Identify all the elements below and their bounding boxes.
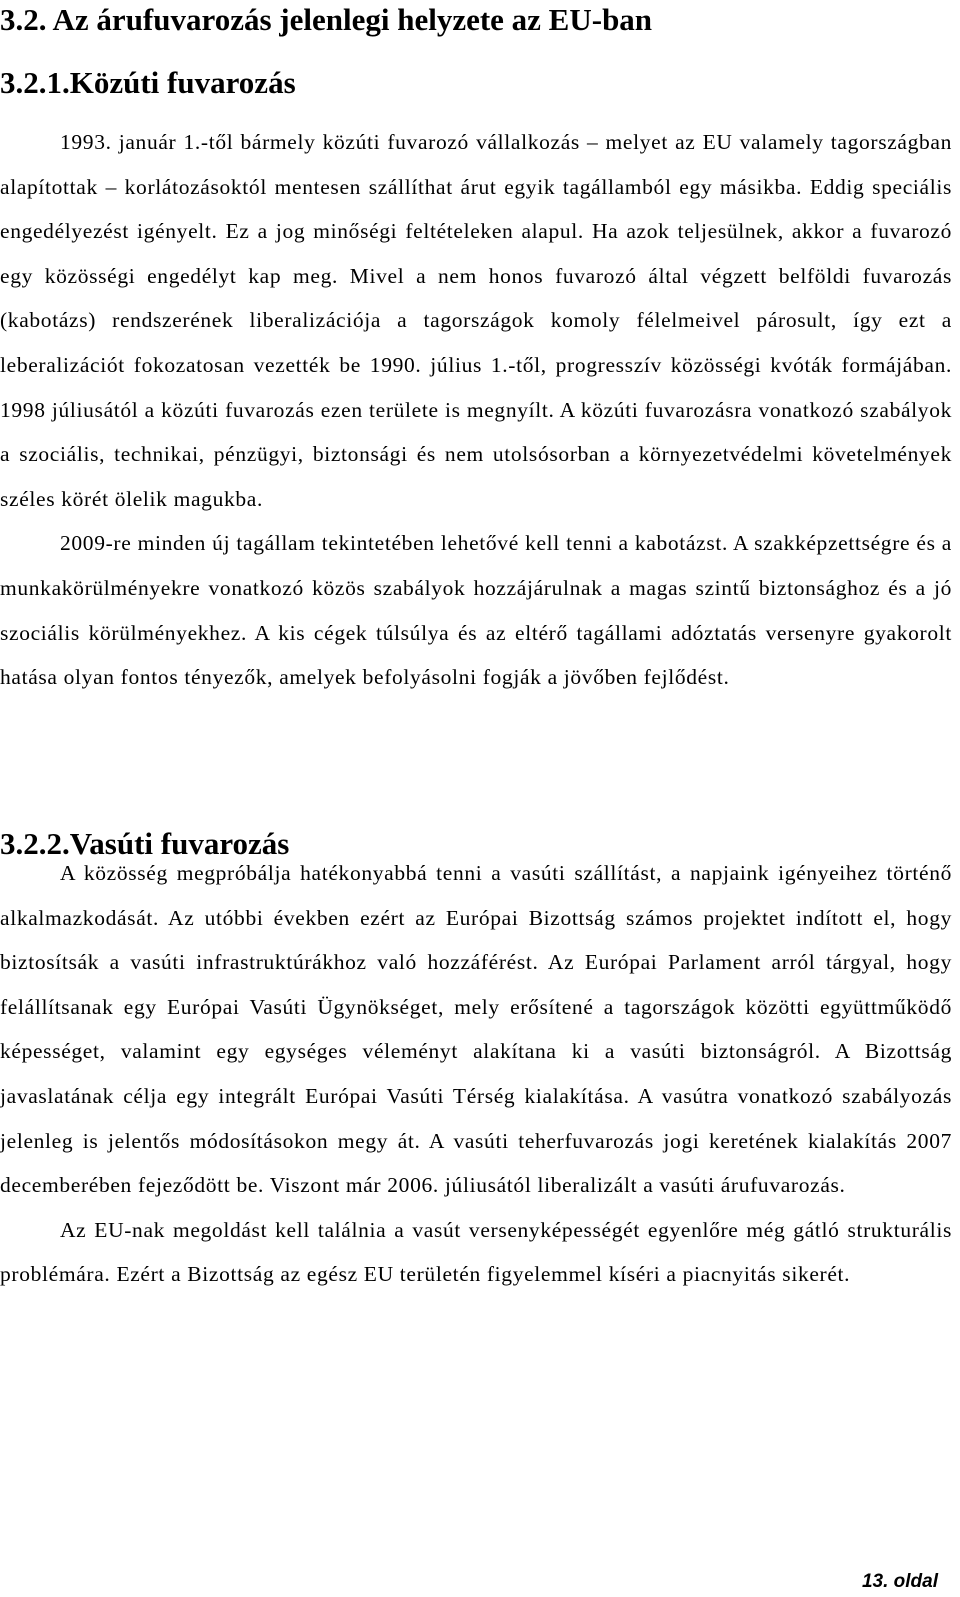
- page-number: 13. oldal: [861, 1571, 938, 1592]
- rail-paragraph-1: A közösség megpróbálja hatékonyabbá tenni a vasúti szállítást, a napjaink igényeihez történő alkalmazkodását. Az utóbbi években ezért az Európai Bizottság számos projektet indított el, hogy biztosítsák a vasúti infrastruktúrákhoz való hozzáférést. Az Európai Parlament arról tárgyal, hogy felállítsanak egy Európai Vasúti Ügynökséget, mely erősítené a tagországok közötti együttműködő képességet, valamint egy egységes véleményt alakítana ki a vasúti biztonságról. A Bizottság javaslatának célja egy integrált Európai Vasúti Térség kialakítása. A vasútra vonatkozó szabályozás jelenleg is jelentős módosításokon megy át. A vasúti teherfuvarozás jogi keretének kialakítás 2007 decemberében fejeződött be. Viszont már 2006. júliusától liberalizált a vasúti árufuvarozás.: [0, 861, 952, 1198]
- rail-transport-body: [0, 851, 952, 1297]
- road-paragraph-2: 2009-re minden új tagállam tekintetében lehetővé kell tenni a kabotázst. A szakképzettségre és a munkakörülményekre vonatkozó közös szabályok hozzájárulnak a magas szintű biztonsághoz és a jó szociális körülményekhez. A kis cégek túlsúlya és az eltérő tagállami adóztatás versenyre gyakorolt hatása olyan fontos tényezők, amelyek befolyásolni fogják a jövőben fejlődést.: [0, 531, 952, 690]
- road-transport-body: [0, 120, 952, 700]
- rail-paragraph-2: Az EU-nak megoldást kell találnia a vasút versenyképességét egyenlőre még gátló strukturális problémára. Ezért a Bizottság az egész EU területén figyelemmel kíséri a piacnyitás sikerét.: [0, 1217, 952, 1287]
- section-heading: 3.2. Az árufuvarozás jelenlegi helyzete az EU-ban: [0, 2, 653, 37]
- road-transport-heading: 3.2.1.Közúti fuvarozás: [0, 65, 296, 100]
- road-paragraph-1: 1993. január 1.-től bármely közúti fuvarozó vállalkozás – melyet az EU valamely tagországban alapítottak – korlátozásoktól mentesen szállíthat árut egyik tagállamból egy másikba. Eddig speciális engedélyezést igényelt. Ez a jog minőségi feltételeken alapul. Ha azok teljesülnek, akkor a fuvarozó egy közösségi engedélyt kap meg. Mivel a nem honos fuvarozó által végzett belföldi fuvarozás (kabotázs) rendszerének liberalizációja a tagországok komoly félelmeivel párosult, így ezt a leberalizációt fokozatosan vezették be 1990. július 1.-től, progresszív közösségi kvóták formájában. 1998 júliusától a közúti fuvarozás ezen területe is megnyílt. A közúti fuvarozásra vonatkozó szabályok a szociális, technikai, pénzügyi, biztonsági és nem utolsósorban a környezetvédelmi követelmények széles körét ölelik magukba.: [0, 130, 952, 511]
- rail-transport-heading: 3.2.2.Vasúti fuvarozás: [0, 826, 290, 861]
